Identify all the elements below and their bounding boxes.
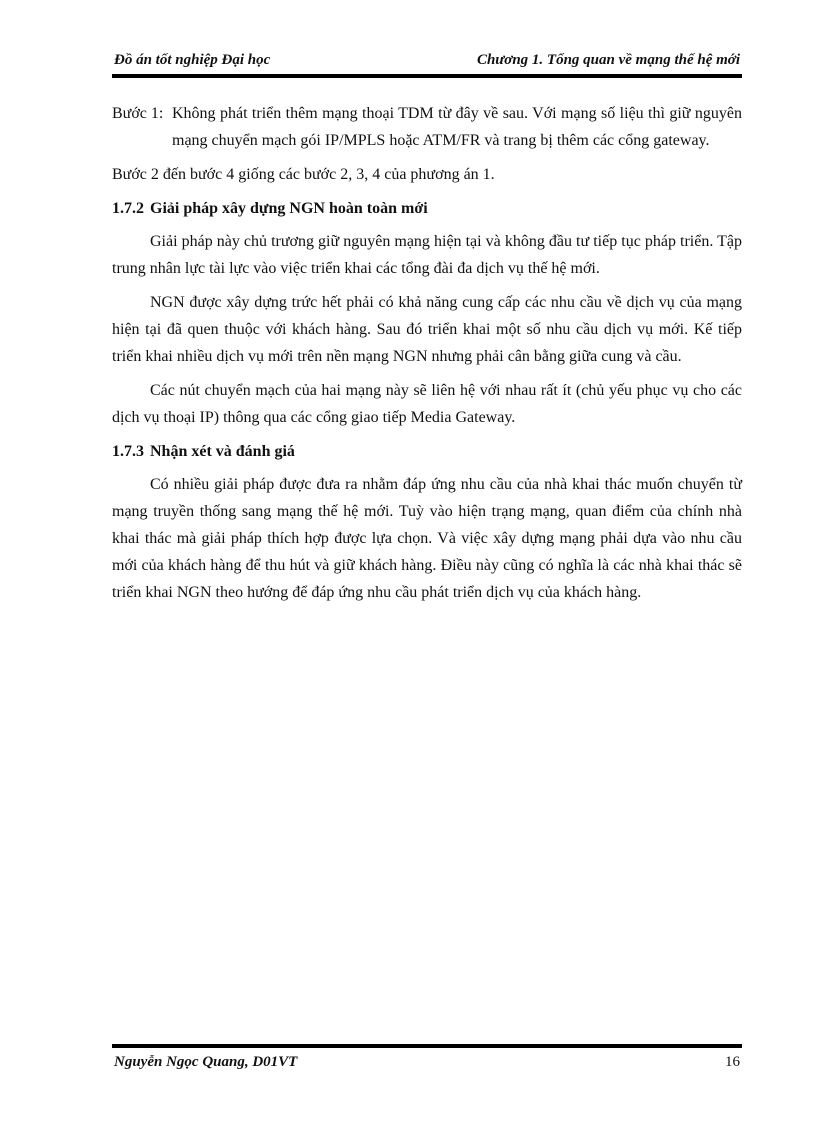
section-number: 1.7.3 [112,443,144,460]
page-footer [112,1052,742,1076]
body-paragraph: Có nhiều giải pháp được đưa ra nhằm đáp ứng nhu cầu của nhà khai thác muốn chuyển từ mạng truyền thống sang mạng thế hệ mới. Tuỳ vào hiện trạng mạng, quan điểm của chính nhà khai thác mà giải pháp thích hợp được lựa chọn. Và việc xây dựng mạng phải dựa vào nhu cầu mới của khách hàng để thu hút và giữ khách hàng. Điều này cũng có nghĩa là các nhà khai thác sẽ triển khai NGN theo hướng để đáp ứng nhu cầu phát triển dịch vụ của khách hàng. [112,476,742,601]
page-content [112,100,742,613]
page-number: 16 [725,1054,740,1070]
header-divider [112,74,742,78]
body-paragraph: Giải pháp này chủ trương giữ nguyên mạng hiện tại và không đầu tư tiếp tục pháp triển. Tập trung nhân lực tài lực vào việc triển khai các tổng đài đa dịch vụ thế hệ mới. [112,233,742,277]
footer-divider [112,1044,742,1048]
header-document-title: Đồ án tốt nghiệp Đại học [114,52,271,68]
section-title: Nhận xét và đánh giá [150,443,295,460]
section-1-7-2-heading [112,195,742,222]
section-number: 1.7.2 [112,200,144,217]
step-1-paragraph [112,100,742,154]
header-chapter-title: Chương 1. Tổng quan về mạng thế hệ mới [476,52,740,68]
body-paragraph: NGN được xây dựng trức hết phải có khả năng cung cấp các nhu cầu về dịch vụ của mạng hiện tại đã quen thuộc với khách hàng. Sau đó triển khai một số nhu cầu dịch vụ mới. Kế tiếp triển khai nhiều dịch vụ mới trên nền mạng NGN nhưng phải cân bằng giữa cung và cầu. [112,294,742,365]
body-paragraph: Các nút chuyển mạch của hai mạng này sẽ liên hệ với nhau rất ít (chủ yếu phục vụ cho các dịch vụ thoại IP) thông qua các cổng giao tiếp Media Gateway. [112,382,742,426]
page-header [112,50,742,72]
section-title: Giải pháp xây dựng NGN hoàn toàn mới [150,200,428,217]
footer-author: Nguyễn Ngọc Quang, D01VT [114,1054,298,1070]
steps-2-4-paragraph: Bước 2 đến bước 4 giống các bước 2, 3, 4 của phương án 1. [112,166,495,183]
step-1-text: Không phát triển thêm mạng thoại TDM từ đây về sau. Với mạng số liệu thì giữ nguyên mạng chuyển mạch gói IP/MPLS hoặc ATM/FR và trang bị thêm các cổng gateway. [172,105,742,149]
step-1-label: Bước 1: [112,105,164,122]
section-1-7-3-heading [112,438,742,465]
